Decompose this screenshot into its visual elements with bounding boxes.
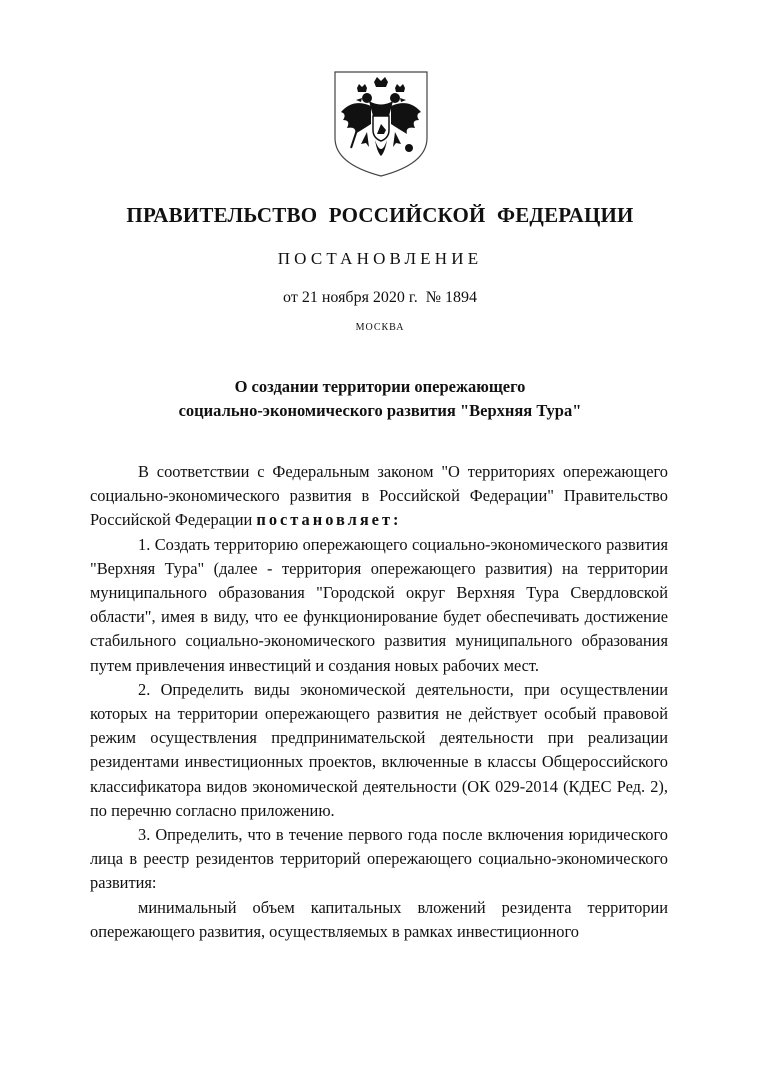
intro-paragraph xyxy=(90,460,668,533)
subject-line-1: О создании территории опережающего xyxy=(234,377,526,396)
subject-line-2: социально-экономического развития "Верхняя Тура" xyxy=(178,401,582,420)
paragraph-1: 1. Создать территорию опережающего социально-экономического развития "Верхняя Тура" (далее - территория опережающего развития) на территории муниципального образования "Городской округ Верхняя Тура Свердловской области", имея в виду, что ее функционирование будет обеспечивать достижение стабильного социально-экономического развития муниципального образования путем привлечения инвестиций и создания новых рабочих мест. xyxy=(90,534,668,675)
paragraph-3: 3. Определить, что в течение первого года после включения юридического лица в реестр резидентов территорий опережающего социально-экономического развития: xyxy=(90,825,668,893)
government-title: ПРАВИТЕЛЬСТВО РОССИЙСКОЙ ФЕДЕРАЦИИ xyxy=(126,203,634,227)
document-date: от 21 ноября 2020 г. xyxy=(283,289,418,306)
document-body xyxy=(90,460,668,944)
intro-text: В соответствии с Федеральным законом "О территориях опережающего социально-экономического развития в Российской Федерации" Правительство Российской Федерации xyxy=(90,462,668,530)
document-type: ПОСТАНОВЛЕНИЕ xyxy=(277,249,483,268)
document-number: № 1894 xyxy=(425,289,477,306)
paragraph-2: 2. Определить виды экономической деятельности, при осуществлении которых на территории опережающего развития не действует особый правовой режим осуществления предпринимательской деятельности при реализации резидентами инвестиционных проектов, включенные в классы Общероссийского классификатора видов экономической деятельности (ОК 029-2014 (КДЕС Ред. 2), по перечню согласно приложению. xyxy=(90,679,668,820)
russian-coat-of-arms-icon xyxy=(331,68,431,180)
decree-word: постановляет: xyxy=(256,510,402,530)
document-date-line xyxy=(0,289,760,307)
document-city: МОСКВА xyxy=(355,322,405,333)
document-subject xyxy=(0,375,760,423)
paragraph-3-sub: минимальный объем капитальных вложений резидента территории опережающего развития, осуществляемых в рамках инвестиционного xyxy=(90,897,668,941)
